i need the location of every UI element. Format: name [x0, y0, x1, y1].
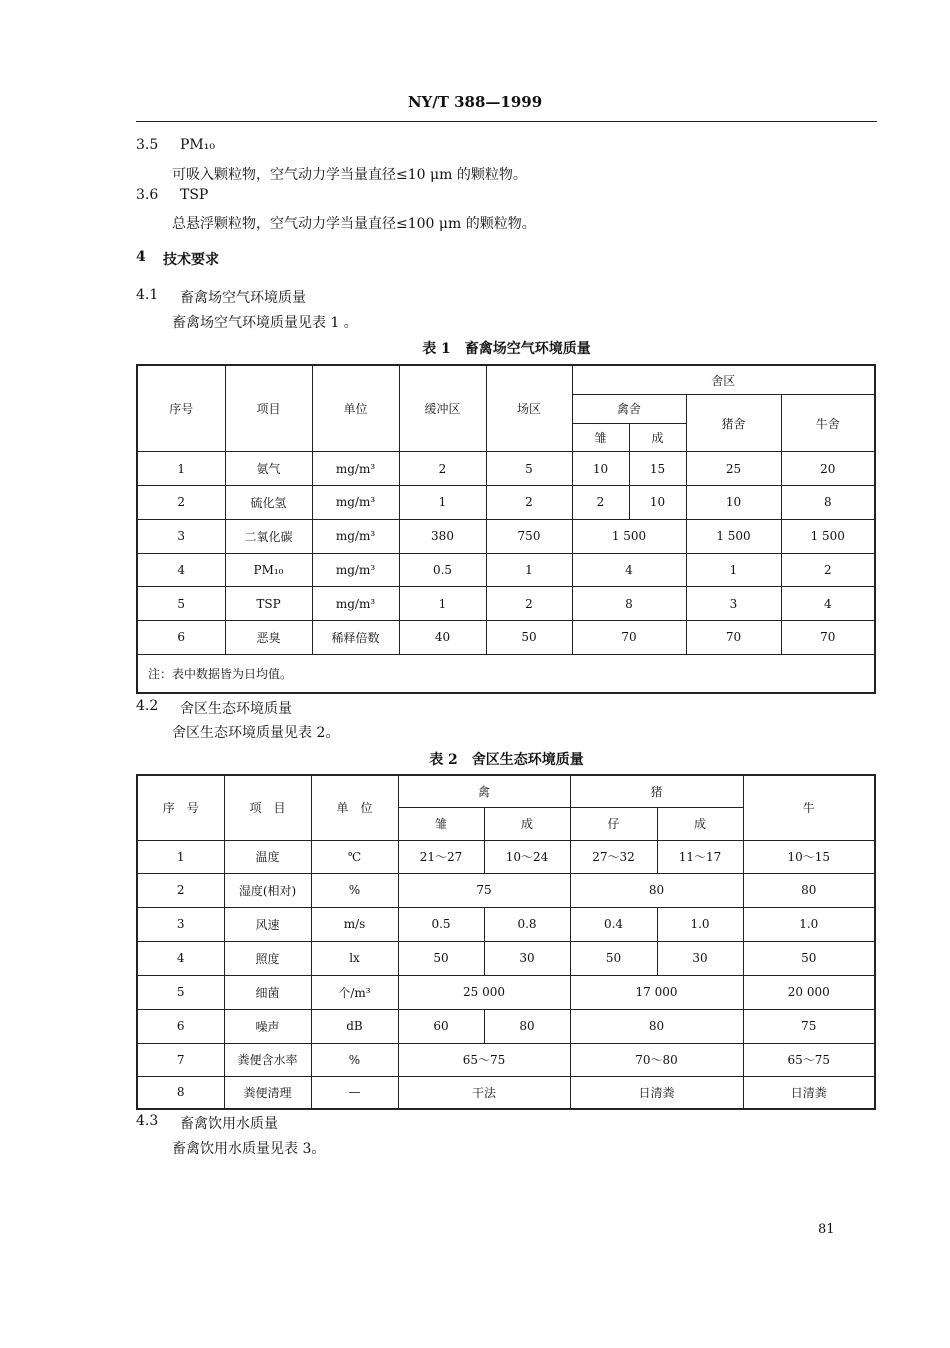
table-1-caption: 表 1 畜禽场空气环境质量 [422, 341, 591, 357]
t1-cell: 10 [572, 452, 629, 486]
t2-cell: 27～32 [570, 840, 657, 873]
t2-cell: 风速 [224, 907, 311, 941]
table-1-note: 注：表中数据皆为日均值。 [137, 654, 875, 693]
t1-cell: 1 500 [572, 519, 686, 553]
t2-cell: 65～75 [743, 1043, 875, 1076]
t2-cell: dB [311, 1009, 398, 1043]
section-4-1-number: 4.1 [136, 287, 159, 303]
t2-cell: % [311, 1043, 398, 1076]
t2-cell: 日清粪 [570, 1076, 743, 1109]
t2-cell: 30 [484, 941, 570, 975]
t2-cell: 1.0 [743, 907, 875, 941]
t1-cell: 380 [399, 519, 486, 553]
t1-header-unit: 单位 [312, 365, 399, 452]
t1-cell: 2 [399, 452, 486, 486]
t1-cell: 稀释倍数 [312, 620, 399, 654]
t1-cell: 50 [486, 620, 572, 654]
table-1 [136, 364, 876, 694]
t1-cell: 二氧化碳 [225, 519, 312, 553]
table-row: 4 [137, 553, 225, 587]
t2-cell: 0.5 [398, 907, 484, 941]
t2-header-pig-adult: 成 [657, 807, 743, 840]
t2-cell: 个/m³ [311, 975, 398, 1009]
t2-cell: 噪声 [224, 1009, 311, 1043]
t1-header-shed: 舍区 [572, 365, 875, 395]
t2-cell: % [311, 873, 398, 907]
section-4-2-text: 舍区生态环境质量见表 2。 [172, 725, 340, 741]
t1-cell: mg/m³ [312, 587, 399, 621]
t2-cell: 21～27 [398, 840, 484, 873]
t2-cell: 粪便清理 [224, 1076, 311, 1109]
t2-cell: 50 [398, 941, 484, 975]
section-4-3-title: 畜禽饮用水质量 [180, 1116, 278, 1132]
t2-cell: lx [311, 941, 398, 975]
t1-cell: 8 [781, 486, 875, 520]
t2-cell: m/s [311, 907, 398, 941]
t2-header-adult: 成 [484, 807, 570, 840]
table-row: 3 [137, 907, 224, 941]
section-4-1-title: 畜禽场空气环境质量 [180, 290, 306, 306]
t1-cell: 硫化氢 [225, 486, 312, 520]
t1-cell: 2 [486, 587, 572, 621]
table-row: 6 [137, 1009, 224, 1043]
t1-cell: mg/m³ [312, 452, 399, 486]
t2-cell: 80 [743, 873, 875, 907]
t2-cell: 70～80 [570, 1043, 743, 1076]
table-row: 4 [137, 941, 224, 975]
t1-cell: 1 500 [781, 519, 875, 553]
t2-cell: 10～15 [743, 840, 875, 873]
section-3-5-number: 3.5 [136, 137, 159, 153]
section-4-2-number: 4.2 [136, 698, 159, 714]
t1-header-poultry: 禽舍 [572, 395, 686, 424]
t2-header-poultry: 禽 [398, 775, 570, 807]
t2-cell: 80 [570, 873, 743, 907]
t2-cell: 11～17 [657, 840, 743, 873]
t2-header-chick: 雏 [398, 807, 484, 840]
t2-cell: 75 [398, 873, 570, 907]
t2-cell: 30 [657, 941, 743, 975]
t1-cell: 2 [781, 553, 875, 587]
t1-cell: TSP [225, 587, 312, 621]
t1-header-cattle: 牛舍 [781, 395, 875, 452]
t1-header-seq: 序号 [137, 365, 225, 452]
t1-header-field: 场区 [486, 365, 572, 452]
table-row: 3 [137, 519, 225, 553]
t1-header-adult: 成 [629, 423, 686, 452]
table-row: 2 [137, 873, 224, 907]
section-4-1-text: 畜禽场空气环境质量见表 1 。 [172, 315, 358, 331]
t1-cell: 1 [686, 553, 781, 587]
section-4-3-text: 畜禽饮用水质量见表 3。 [172, 1141, 326, 1157]
table-row: 1 [137, 452, 225, 486]
t2-cell: 细菌 [224, 975, 311, 1009]
t2-cell: 75 [743, 1009, 875, 1043]
t2-cell: ℃ [311, 840, 398, 873]
t1-cell: 1 [399, 486, 486, 520]
t2-cell: 粪便含水率 [224, 1043, 311, 1076]
t1-cell: 10 [629, 486, 686, 520]
t2-cell: 照度 [224, 941, 311, 975]
t2-header-unit: 单 位 [311, 775, 398, 840]
t2-cell: 50 [570, 941, 657, 975]
section-4-number: 4 [136, 249, 146, 265]
t1-cell: 1 [399, 587, 486, 621]
page-number: 81 [818, 1222, 835, 1237]
t2-header-seq: 序 号 [137, 775, 224, 840]
section-4-2-title: 舍区生态环境质量 [180, 701, 292, 717]
table-row: 6 [137, 620, 225, 654]
t2-cell: 17 000 [570, 975, 743, 1009]
table-row: 2 [137, 486, 225, 520]
table-row: 5 [137, 975, 224, 1009]
section-4-3-number: 4.3 [136, 1113, 159, 1129]
t2-header-item: 项 目 [224, 775, 311, 840]
table-row: 1 [137, 840, 224, 873]
t2-cell: 65～75 [398, 1043, 570, 1076]
t1-cell: 3 [686, 587, 781, 621]
t1-cell: 25 [686, 452, 781, 486]
table-2-caption: 表 2 舍区生态环境质量 [429, 752, 584, 768]
t1-cell: 70 [572, 620, 686, 654]
t1-header-buffer: 缓冲区 [399, 365, 486, 452]
section-3-5-title: PM₁₀ [180, 137, 215, 153]
table-row: 5 [137, 587, 225, 621]
t1-cell: 0.5 [399, 553, 486, 587]
t1-cell: mg/m³ [312, 553, 399, 587]
t1-cell: 10 [686, 486, 781, 520]
t2-cell: 温度 [224, 840, 311, 873]
t2-cell: 60 [398, 1009, 484, 1043]
t2-header-piglet: 仔 [570, 807, 657, 840]
t2-header-cattle: 牛 [743, 775, 875, 840]
t1-header-chick: 雏 [572, 423, 629, 452]
t1-cell: 恶臭 [225, 620, 312, 654]
t1-cell: PM₁₀ [225, 553, 312, 587]
t2-cell: 0.8 [484, 907, 570, 941]
t1-cell: mg/m³ [312, 486, 399, 520]
t2-cell: 湿度(相对) [224, 873, 311, 907]
t1-header-pig: 猪舍 [686, 395, 781, 452]
table-row: 8 [137, 1076, 224, 1109]
section-3-6-title: TSP [180, 187, 209, 203]
t2-cell: 50 [743, 941, 875, 975]
t2-header-pig: 猪 [570, 775, 743, 807]
t1-cell: 70 [781, 620, 875, 654]
section-3-6-text: 总悬浮颗粒物，空气动力学当量直径≤100 μm 的颗粒物。 [172, 216, 536, 232]
t1-cell: 15 [629, 452, 686, 486]
t2-cell: 1.0 [657, 907, 743, 941]
t2-cell: 80 [484, 1009, 570, 1043]
section-3-5-text: 可吸入颗粒物，空气动力学当量直径≤10 μm 的颗粒物。 [172, 167, 527, 183]
t1-cell: 1 500 [686, 519, 781, 553]
t1-cell: 4 [781, 587, 875, 621]
t1-cell: 70 [686, 620, 781, 654]
page-header: NY/T 388—1999 [407, 93, 543, 111]
t1-cell: mg/m³ [312, 519, 399, 553]
t1-cell: 2 [572, 486, 629, 520]
t1-cell: 40 [399, 620, 486, 654]
t2-cell: 25 000 [398, 975, 570, 1009]
t2-cell: 10～24 [484, 840, 570, 873]
t1-cell: 5 [486, 452, 572, 486]
header-rule [136, 121, 877, 122]
t1-header-item: 项目 [225, 365, 312, 452]
section-4-title: 技术要求 [163, 252, 219, 268]
t2-cell: 干法 [398, 1076, 570, 1109]
t2-cell: 日清粪 [743, 1076, 875, 1109]
t1-cell: 750 [486, 519, 572, 553]
t1-cell: 8 [572, 587, 686, 621]
table-2 [136, 774, 876, 1110]
t2-cell: 80 [570, 1009, 743, 1043]
t1-cell: 20 [781, 452, 875, 486]
t1-cell: 氨气 [225, 452, 312, 486]
t2-cell: — [311, 1076, 398, 1109]
t1-cell: 2 [486, 486, 572, 520]
section-3-6-number: 3.6 [136, 187, 159, 203]
t2-cell: 20 000 [743, 975, 875, 1009]
t2-cell: 0.4 [570, 907, 657, 941]
t1-cell: 4 [572, 553, 686, 587]
t1-cell: 1 [486, 553, 572, 587]
table-row: 7 [137, 1043, 224, 1076]
